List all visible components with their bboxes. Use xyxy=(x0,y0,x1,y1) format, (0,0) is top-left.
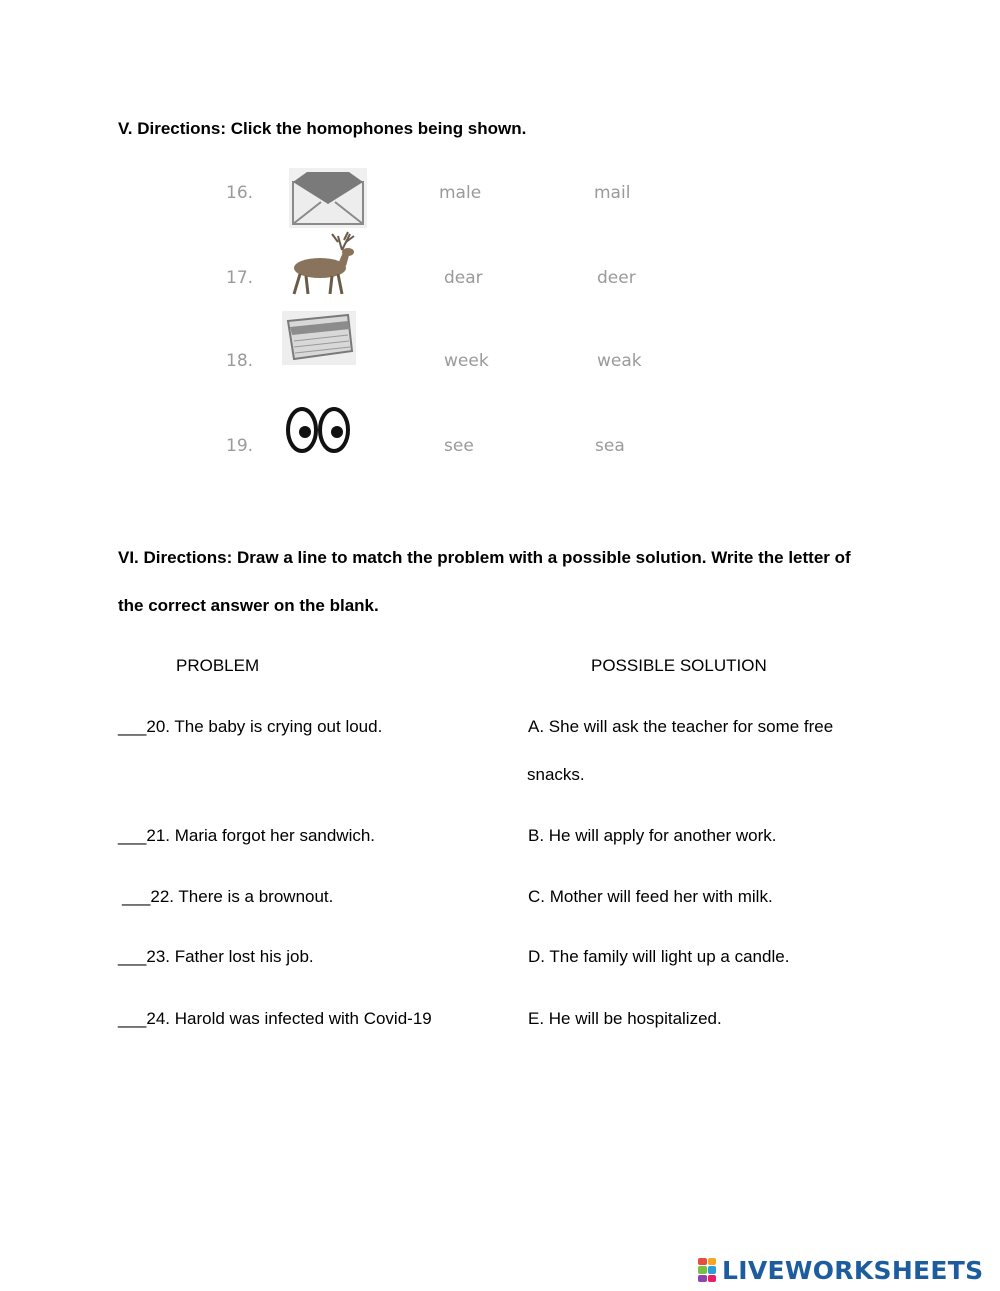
item-number: 18. xyxy=(226,351,254,371)
logo-tile xyxy=(708,1266,717,1273)
deer-icon xyxy=(284,230,364,298)
choice-mail[interactable]: mail xyxy=(594,183,631,203)
logo-tile xyxy=(698,1275,707,1282)
solution-item-continuation[interactable]: snacks. xyxy=(527,765,585,784)
solution-item[interactable]: C. Mother will feed her with milk. xyxy=(528,887,773,906)
logo-tile xyxy=(698,1258,707,1265)
item-number: 16. xyxy=(226,183,254,203)
solution-item[interactable]: B. He will apply for another work. xyxy=(528,826,777,845)
solution-item[interactable]: D. The family will light up a candle. xyxy=(528,947,790,966)
calendar-icon xyxy=(282,311,356,365)
choice-male[interactable]: male xyxy=(439,183,482,203)
logo-mark-icon xyxy=(698,1258,716,1282)
choice-week[interactable]: week xyxy=(444,351,489,371)
problem-item[interactable]: ___20. The baby is crying out loud. xyxy=(118,717,383,736)
problem-column-header: PROBLEM xyxy=(176,656,260,675)
choice-weak[interactable]: weak xyxy=(597,351,642,371)
choice-dear[interactable]: dear xyxy=(444,268,483,288)
section-vi-heading-line2: the correct answer on the blank. xyxy=(118,596,379,615)
logo-tile xyxy=(708,1258,717,1265)
section-v-heading: V. Directions: Click the homophones being shown. xyxy=(118,119,527,138)
choice-sea[interactable]: sea xyxy=(595,436,625,456)
choice-see[interactable]: see xyxy=(444,436,474,456)
logo-tile xyxy=(708,1275,717,1282)
choice-deer[interactable]: deer xyxy=(597,268,636,288)
section-vi-heading-line1: VI. Directions: Draw a line to match the problem with a possible solution. Write the letter of xyxy=(118,548,851,567)
item-number: 17. xyxy=(226,268,254,288)
problem-item[interactable]: ___23. Father lost his job. xyxy=(118,947,314,966)
problem-item[interactable]: ___22. There is a brownout. xyxy=(122,887,334,906)
problem-item[interactable]: ___24. Harold was infected with Covid-19 xyxy=(118,1009,432,1028)
problem-item[interactable]: ___21. Maria forgot her sandwich. xyxy=(118,826,376,845)
eyes-icon xyxy=(285,405,351,455)
solution-item[interactable]: A. She will ask the teacher for some free xyxy=(528,717,834,736)
envelope-icon xyxy=(289,168,367,228)
logo-tile xyxy=(698,1266,707,1273)
solution-item[interactable]: E. He will be hospitalized. xyxy=(528,1009,722,1028)
liveworksheets-logo xyxy=(698,1256,994,1284)
solution-column-header: POSSIBLE SOLUTION xyxy=(591,656,767,675)
item-number: 19. xyxy=(226,436,254,456)
logo-text: LIVEWORKSHEETS xyxy=(722,1255,984,1285)
